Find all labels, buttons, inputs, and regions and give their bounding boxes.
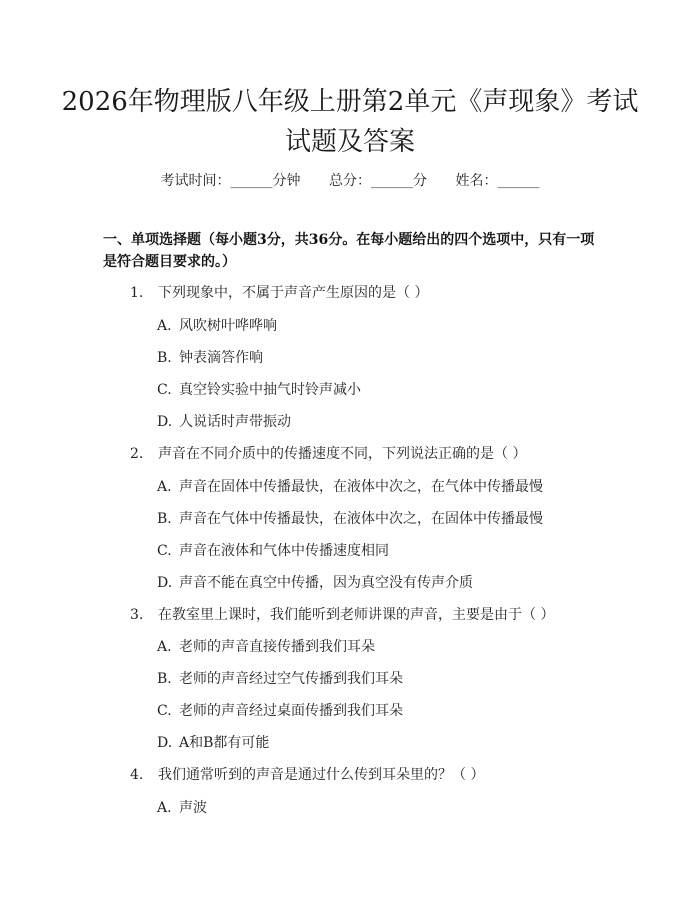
question-number: 3.	[130, 607, 144, 623]
question-1-option-d	[157, 411, 291, 431]
option-letter: C.	[157, 703, 172, 719]
option-text: 风吹树叶哗哗响	[179, 318, 277, 334]
exam-info-line	[0, 170, 700, 190]
question-text: 在教室里上课时，我们能听到老师讲课的声音，主要是由于（ ）	[158, 607, 555, 623]
option-letter: B.	[157, 350, 172, 366]
option-letter: A.	[157, 318, 172, 334]
question-3-option-a	[157, 636, 375, 656]
question-2-option-a	[157, 476, 543, 496]
option-letter: A.	[157, 800, 172, 816]
question-2	[130, 443, 526, 463]
question-text: 下列现象中，不属于声音产生原因的是（ ）	[158, 285, 429, 301]
option-text: 钟表滴答作响	[179, 350, 263, 366]
question-3-option-b	[157, 668, 403, 688]
question-4	[130, 764, 484, 784]
question-1-option-c	[157, 379, 361, 399]
question-4-option-a	[157, 797, 207, 817]
question-1-option-b	[157, 347, 263, 367]
question-text: 声音在不同介质中的传播速度不同，下列说法正确的是（ ）	[158, 446, 527, 462]
question-3	[130, 604, 554, 624]
option-letter: C.	[157, 382, 172, 398]
total-score-field: 总分：______分	[329, 173, 427, 189]
question-number: 1.	[130, 285, 144, 301]
question-number: 4.	[130, 767, 144, 783]
option-text: 声音不能在真空中传播，因为真空没有传声介质	[179, 575, 473, 591]
question-2-option-b	[157, 508, 543, 528]
option-text: A和B都有可能	[179, 735, 270, 751]
question-3-option-d	[157, 732, 269, 752]
question-number: 2.	[130, 446, 144, 462]
option-letter: C.	[157, 543, 172, 559]
option-letter: D.	[157, 414, 173, 430]
option-text: 声音在气体中传播最快，在液体中次之，在固体中传播最慢	[179, 511, 543, 527]
section-heading: 一、单项选择题（每小题3分，共36分。在每小题给出的四个选项中，只有一项是符合题目要求的。）	[103, 232, 595, 270]
question-1-option-a	[157, 315, 277, 335]
option-text: 人说话时声带振动	[179, 414, 291, 430]
option-text: 声音在液体和气体中传播速度相同	[179, 543, 389, 559]
question-2-option-d	[157, 572, 473, 592]
question-3-option-c	[157, 700, 403, 720]
option-letter: A.	[157, 479, 172, 495]
option-text: 老师的声音直接传播到我们耳朵	[179, 639, 375, 655]
option-text: 声音在固体中传播最快，在液体中次之，在气体中传播最慢	[179, 479, 543, 495]
option-text: 老师的声音经过桌面传播到我们耳朵	[179, 703, 403, 719]
question-2-option-c	[157, 540, 389, 560]
option-letter: D.	[157, 575, 173, 591]
exam-title: 2026年物理版八年级上册第2单元《声现象》考试试题及答案	[61, 87, 639, 157]
exam-time-field: 考试时间：______分钟	[160, 173, 301, 189]
question-1	[130, 282, 428, 302]
option-text: 真空铃实验中抽气时铃声减小	[179, 382, 361, 398]
question-text: 我们通常听到的声音是通过什么传到耳朵里的？（ ）	[158, 767, 485, 783]
option-letter: B.	[157, 511, 172, 527]
option-text: 声波	[179, 800, 207, 816]
option-text: 老师的声音经过空气传播到我们耳朵	[179, 671, 403, 687]
student-name-field: 姓名：______	[455, 173, 540, 189]
option-letter: A.	[157, 639, 172, 655]
option-letter: B.	[157, 671, 172, 687]
option-letter: D.	[157, 735, 173, 751]
